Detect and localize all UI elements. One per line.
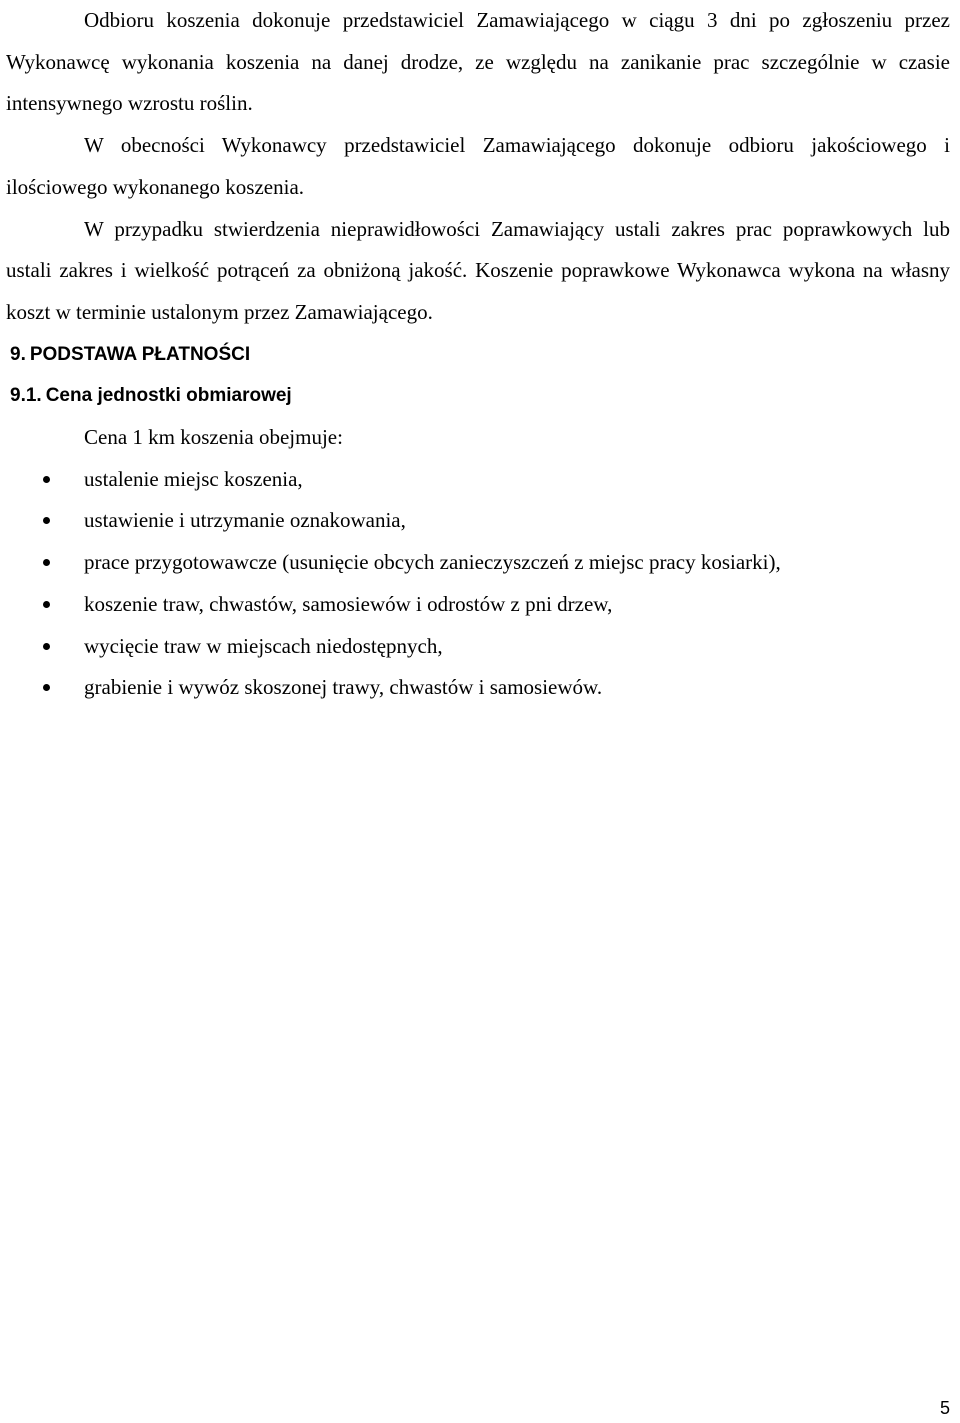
paragraph-acceptance-presence: W obecności Wykonawcy przedstawiciel Zamawiającego dokonuje odbioru jakościowego i ilościowego wykonanego koszenia. bbox=[6, 133, 950, 199]
list-item-text: ustalenie miejsc koszenia, bbox=[84, 466, 303, 491]
price-items-list bbox=[6, 459, 950, 709]
section-title: PODSTAWA PŁATNOŚCI bbox=[29, 343, 251, 365]
list-item-text: koszenie traw, chwastów, samosiewów i odrostów z pni drzew, bbox=[84, 591, 613, 616]
list-item bbox=[6, 500, 950, 542]
subsection-number: 9.1. bbox=[10, 385, 42, 407]
list-item bbox=[6, 542, 950, 584]
section-heading bbox=[6, 334, 950, 376]
subsection-title: Cena jednostki obmiarowej bbox=[45, 385, 292, 407]
bullet-icon bbox=[43, 559, 50, 566]
list-item-text: wycięcie traw w miejscach niedostępnych, bbox=[84, 633, 443, 658]
subsection-heading bbox=[6, 375, 950, 417]
list-item-text: ustawienie i utrzymanie oznakowania, bbox=[84, 508, 406, 533]
bullet-icon bbox=[43, 476, 50, 483]
paragraph-irregularities: W przypadku stwierdzenia nieprawidłowości Zamawiający ustali zakres prac poprawkowych lub ustali zakres i wielkość potrąceń za obniżoną jakość. Koszenie poprawkowe Wykonawca wykona na własny koszt w terminie ustalonym przez Zamawiającego. bbox=[6, 216, 950, 324]
list-item bbox=[6, 667, 950, 709]
list-item-text: prace przygotowawcze (usunięcie obcych zanieczyszczeń z miejsc pracy kosiarki), bbox=[84, 550, 781, 575]
bullet-icon bbox=[43, 643, 50, 650]
list-item-text: grabienie i wywóz skoszonej trawy, chwastów i samosiewów. bbox=[84, 675, 603, 700]
bullet-icon bbox=[43, 517, 50, 524]
bullet-icon bbox=[43, 601, 50, 608]
section-number: 9. bbox=[10, 343, 26, 365]
document-page bbox=[6, 0, 950, 709]
list-item bbox=[6, 459, 950, 501]
list-item bbox=[6, 626, 950, 668]
paragraph-acceptance-timing: Odbioru koszenia dokonuje przedstawiciel Zamawiającego w ciągu 3 dni po zgłoszeniu przez Wykonawcę wykonania koszenia na danej drodze, ze względu na zanikanie prac szczególnie w czasie intensywnego wzrostu roślin. bbox=[6, 8, 950, 116]
bullet-icon bbox=[43, 684, 50, 691]
price-intro: Cena 1 km koszenia obejmuje: bbox=[84, 425, 343, 450]
page-number: 5 bbox=[939, 1398, 950, 1418]
list-item bbox=[6, 584, 950, 626]
